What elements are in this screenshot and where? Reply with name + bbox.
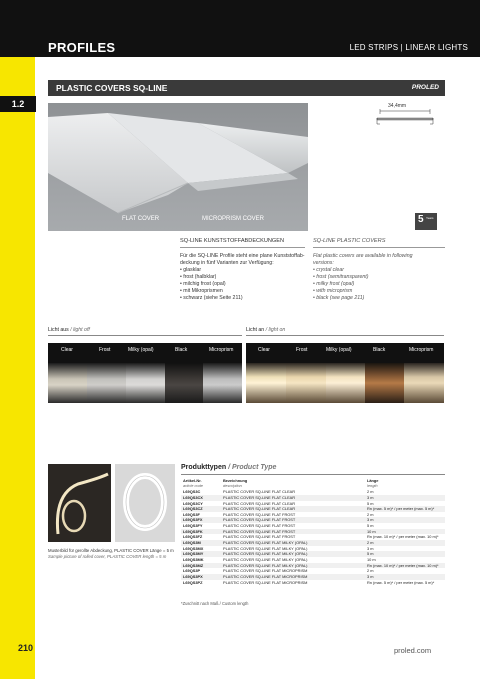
article-code-cell: L69QS3CY bbox=[183, 500, 203, 506]
accent-strip bbox=[0, 57, 35, 679]
page-header bbox=[0, 0, 480, 57]
sample-clear-on bbox=[246, 363, 286, 403]
col-clear: Clear bbox=[258, 347, 270, 353]
col-black: Black bbox=[175, 347, 188, 353]
col-milky: Milky (opal) bbox=[128, 347, 154, 353]
heading-en: SQ-LINE PLASTIC COVERS bbox=[313, 238, 386, 244]
website-link[interactable]: proled.com bbox=[394, 646, 432, 655]
sample-milky-on bbox=[326, 363, 365, 403]
sample-microprism-on bbox=[404, 363, 444, 403]
article-code-cell: L69QS3M bbox=[181, 540, 221, 546]
description-cell: PLASTIC COVER SQ-LINE FLAT FROST bbox=[223, 534, 296, 540]
light-on-de: Licht an bbox=[246, 327, 265, 333]
article-code-cell: L69QS3MZ bbox=[181, 563, 221, 569]
warranty-label: Years bbox=[426, 216, 434, 220]
product-title-bar bbox=[48, 80, 445, 96]
length-cell: 3 m bbox=[365, 495, 445, 501]
article-code-cell: L69QS3MX bbox=[183, 545, 204, 551]
article-code-cell: L69QS3FZ bbox=[183, 534, 203, 540]
sample-clear-off bbox=[48, 363, 87, 403]
header-article: Artikel-Nr. article code bbox=[183, 478, 203, 488]
desc-en-line: versions: bbox=[313, 260, 334, 266]
rolled-cover-photo bbox=[115, 464, 175, 542]
length-cell: 3 m bbox=[367, 545, 374, 551]
description-cell: PLASTIC COVER SQ-LINE FLAT MILKY (OPAL) bbox=[223, 545, 308, 551]
profile-drawing bbox=[372, 108, 438, 130]
description-cell: PLASTIC COVER SQ-LINE FLAT MILKY (OPAL) bbox=[221, 563, 365, 569]
description-en bbox=[313, 253, 445, 302]
divider bbox=[48, 335, 242, 336]
table-title-en: / Product Type bbox=[228, 464, 277, 471]
description-cell: PLASTIC COVER SQ-LINE FLAT FROST bbox=[223, 523, 296, 529]
length-cell: 2 m bbox=[367, 568, 374, 574]
photo-caption bbox=[48, 548, 180, 559]
photo-caption-en: Sample picture of rolled cover, PLASTIC COVER length = 5 m bbox=[48, 553, 167, 559]
table-body bbox=[181, 489, 445, 585]
brand-logo: PROLED bbox=[411, 84, 439, 91]
product-type-table bbox=[181, 478, 445, 585]
length-cell: 5 m bbox=[367, 500, 374, 506]
length-cell: 2 m bbox=[365, 540, 445, 546]
description-de bbox=[180, 253, 310, 302]
section-title: PROFILES bbox=[48, 40, 116, 55]
length-cell: Rn (max. 5 m)* / per meter (max. 5 m)* bbox=[365, 506, 445, 512]
cover-illustration bbox=[48, 103, 308, 231]
desc-en-item: • black (see page 211) bbox=[313, 295, 365, 301]
description-cell: PLASTIC COVER SQ-LINE FLAT MILKY (OPAL) bbox=[223, 557, 308, 563]
sample-black-on bbox=[365, 363, 404, 403]
length-cell: 2 m bbox=[367, 511, 374, 517]
description-cell: PLASTIC COVER SQ-LINE FLAT CLEAR bbox=[221, 506, 365, 512]
length-cell: Rn (max. 10 m)* / per meter (max. 10 m)* bbox=[365, 563, 445, 569]
article-code-cell: L69QS3F bbox=[183, 511, 200, 517]
article-code-cell: L69QS3P bbox=[183, 568, 201, 574]
sample-black-off bbox=[165, 363, 203, 403]
length-cell: 5 m bbox=[367, 523, 374, 529]
description-cell: PLASTIC COVER SQ-LINE FLAT MILKY (OPAL) bbox=[221, 551, 365, 557]
col-milky: Milky (opal) bbox=[326, 347, 352, 353]
warranty-years: 5 bbox=[418, 214, 424, 225]
sample-microprism-off bbox=[203, 363, 242, 403]
length-cell: 5 m bbox=[365, 551, 445, 557]
description-cell: PLASTIC COVER SQ-LINE FLAT FROST bbox=[221, 529, 365, 535]
divider bbox=[313, 247, 445, 248]
header-length: Länge length bbox=[367, 478, 379, 488]
rolled-cover-illustration bbox=[115, 464, 175, 542]
divider bbox=[246, 335, 444, 336]
article-code-cell: L69QS3CX bbox=[181, 495, 221, 501]
light-off-de: Licht aus bbox=[48, 327, 69, 333]
light-on-label bbox=[246, 327, 285, 333]
table-footnote: *Zuschnitt nach Maß / Custom length bbox=[181, 601, 249, 606]
length-cell: Rn (max. 10 m)* / per meter (max. 10 m)* bbox=[367, 534, 439, 540]
light-on-header bbox=[246, 343, 444, 355]
desc-de-item: • frost (halbklar) bbox=[180, 274, 217, 280]
desc-en-item: • milky frost (opal) bbox=[313, 281, 355, 287]
desc-en-item: • with microprism bbox=[313, 288, 353, 294]
length-cell: 3 m bbox=[365, 517, 445, 523]
divider bbox=[181, 474, 445, 475]
article-code-cell: L69QS3MY bbox=[181, 551, 221, 557]
length-cell: 10 m bbox=[367, 557, 376, 563]
desc-en-item: • crystal clear bbox=[313, 267, 344, 273]
table-row bbox=[181, 580, 445, 586]
section-number-tab: 1.2 bbox=[0, 96, 36, 112]
desc-de-item: • milchig frost (opal) bbox=[180, 281, 226, 287]
desc-de-line: deckung in fünf Varianten zur Verfügung: bbox=[180, 260, 274, 266]
desc-de-item: • schwarz (siehe Seite 211) bbox=[180, 295, 243, 301]
table-title bbox=[181, 464, 276, 471]
table-header-row bbox=[181, 478, 445, 489]
rolled-cover-lit-illustration bbox=[48, 464, 111, 542]
microprism-cover-label: MICROPRISM COVER bbox=[202, 216, 265, 222]
sample-frost-on bbox=[286, 363, 326, 403]
sample-milky-off bbox=[126, 363, 165, 403]
sample-frost-off bbox=[87, 363, 126, 403]
description-cell: PLASTIC COVER SQ-LINE FLAT MICROPRISM bbox=[221, 574, 365, 580]
light-off-header bbox=[48, 343, 242, 355]
article-code-cell: L69QS3CZ bbox=[181, 506, 221, 512]
description-cell: PLASTIC COVER SQ-LINE FLAT CLEAR bbox=[221, 495, 365, 501]
light-on-panel bbox=[246, 343, 444, 403]
desc-en-item: • frost (semitransparent) bbox=[313, 274, 369, 280]
desc-de-line: Für die SQ-LINE Profile steht eine plane Kunststoffab- bbox=[180, 253, 305, 259]
light-off-label bbox=[48, 327, 90, 333]
table-title-de: Produkttypen bbox=[181, 464, 227, 471]
light-on-en: / light on bbox=[265, 327, 286, 333]
col-clear: Clear bbox=[61, 347, 73, 353]
light-off-panel bbox=[48, 343, 242, 403]
article-code-cell: L69QS3FK bbox=[181, 529, 221, 535]
col-microprism: Microprism bbox=[209, 347, 234, 353]
description-cell: PLASTIC COVER SQ-LINE FLAT CLEAR bbox=[223, 489, 296, 495]
description-cell: PLASTIC COVER SQ-LINE FLAT FROST bbox=[223, 511, 296, 517]
desc-de-item: • glasklar bbox=[180, 267, 202, 273]
page-number: 210 bbox=[18, 643, 34, 653]
length-cell: 10 m bbox=[365, 529, 445, 535]
length-cell: 2 m bbox=[367, 489, 374, 495]
article-code-cell: L69QS3FY bbox=[183, 523, 203, 529]
product-photo bbox=[48, 103, 308, 231]
col-microprism: Microprism bbox=[409, 347, 434, 353]
dimension-label: 34,4mm bbox=[388, 103, 407, 109]
length-cell: 3 m bbox=[365, 574, 445, 580]
desc-en-line: Flat plastic covers are available in following bbox=[313, 253, 413, 259]
rolled-cover-photo-lit bbox=[48, 464, 111, 542]
desc-de-item: • mit Mikroprismen bbox=[180, 288, 223, 294]
article-code-cell: L69QS3FX bbox=[181, 517, 221, 523]
col-black: Black bbox=[373, 347, 386, 353]
article-code-cell: L69QS3MK bbox=[183, 557, 204, 563]
light-off-en: / light off bbox=[70, 327, 90, 333]
category-label: LED STRIPS | LINEAR LIGHTS bbox=[349, 43, 468, 52]
col-frost: Frost bbox=[296, 347, 308, 353]
warranty-badge bbox=[415, 213, 437, 230]
article-code-cell: L69QS3PX bbox=[181, 574, 221, 580]
flat-cover-label: FLAT COVER bbox=[122, 216, 160, 222]
col-frost: Frost bbox=[99, 347, 111, 353]
product-title: PLASTIC COVERS SQ-LINE bbox=[56, 83, 168, 93]
description-cell: PLASTIC COVER SQ-LINE FLAT FROST bbox=[221, 517, 365, 523]
divider bbox=[180, 247, 305, 248]
description-cell: PLASTIC COVER SQ-LINE FLAT MICROPRISM bbox=[223, 568, 308, 574]
length-cell: Rn (max. 5 m)* / per meter (max. 5 m)* bbox=[367, 579, 435, 585]
description-cell: PLASTIC COVER SQ-LINE FLAT CLEAR bbox=[223, 500, 296, 506]
header-description: Bezeichnung description bbox=[223, 478, 248, 488]
heading-de: SQ-LINE KUNSTSTOFFABDECKUNGEN bbox=[180, 238, 285, 244]
article-code-cell: L69QS3PZ bbox=[183, 579, 203, 585]
description-cell: PLASTIC COVER SQ-LINE FLAT MILKY (OPAL) bbox=[221, 540, 365, 546]
photo-caption-de: Musterbild für gerollte Abdeckung, PLASTIC COVER Länge = 5 m bbox=[48, 548, 174, 553]
article-code-cell: L69QS3C bbox=[183, 489, 201, 495]
description-cell: PLASTIC COVER SQ-LINE FLAT MICROPRISM bbox=[223, 579, 308, 585]
